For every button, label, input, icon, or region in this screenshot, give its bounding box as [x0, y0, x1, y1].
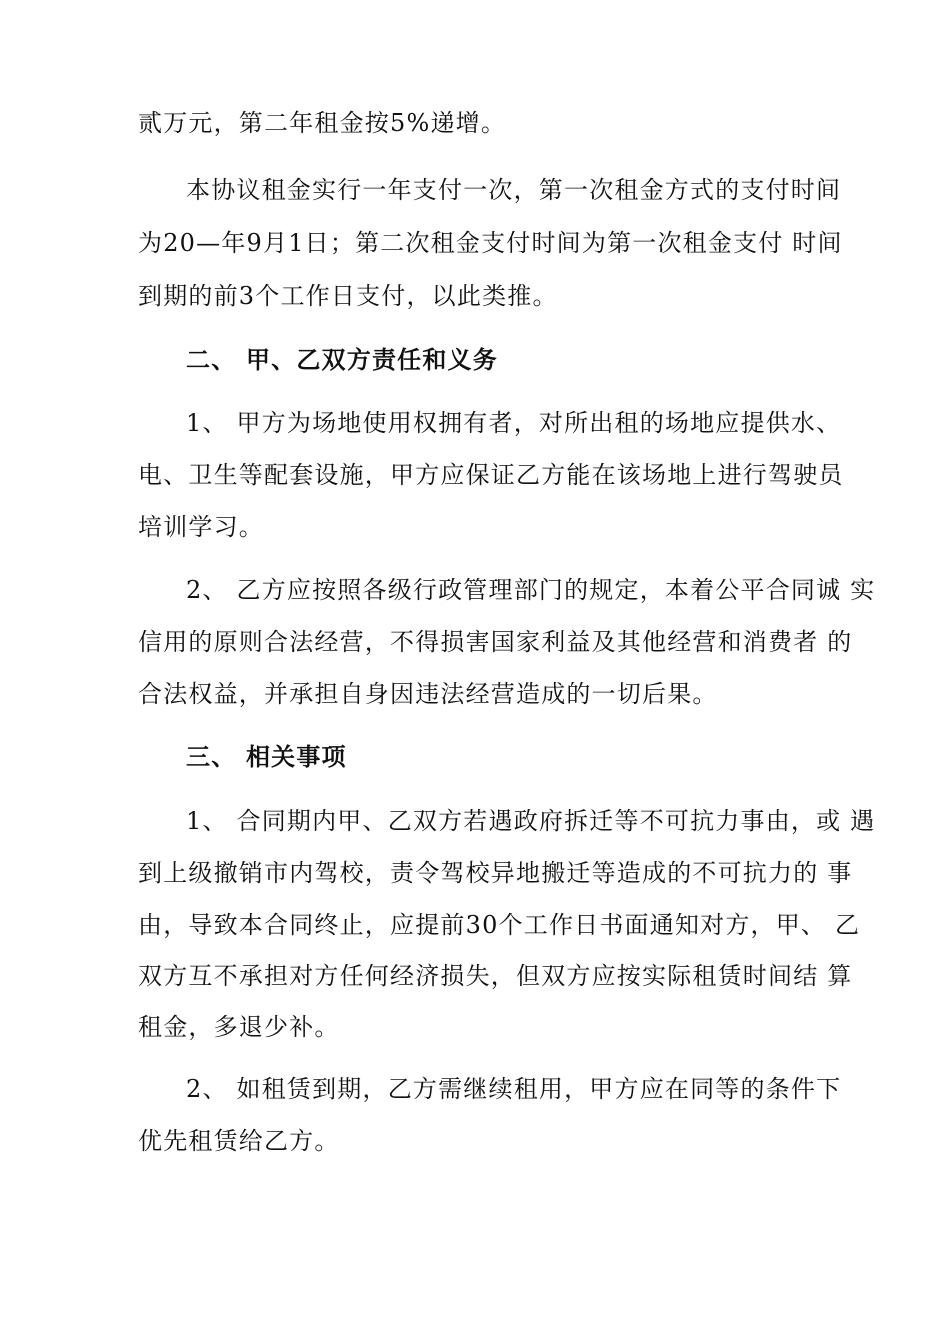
- paragraph-line: 1、 合同期内甲、乙双方若遇政府拆迁等不可抗力事由，或 遇: [186, 807, 876, 835]
- paragraph-line: 1、 甲方为场地使用权拥有者，对所出租的场地应提供水、: [186, 409, 842, 437]
- text-line: 信用的原则合法经营，不得损害国家利益及其他经营和消费者 的: [138, 628, 853, 656]
- text-line: 为20—年9月1日；第二次租金支付时间为第一次租金支付 时间: [138, 229, 843, 257]
- text-line: 到期的前3个工作日支付，以此类推。: [138, 282, 558, 310]
- text-line: 由，导致本合同终止，应提前30个工作日书面通知对方，甲、 乙: [138, 911, 861, 939]
- text-line: 优先租赁给乙方。: [138, 1127, 340, 1155]
- text-line: 合法权益，并承担自身因违法经营造成的一切后果。: [138, 680, 718, 708]
- text-line: 培训学习。: [138, 513, 264, 541]
- paragraph-line: 2、 乙方应按照各级行政管理部门的规定，本着公平合同诚 实: [186, 576, 876, 604]
- section-heading: 三、 相关事项: [186, 742, 347, 771]
- text-line: 贰万元，第二年租金按5%递增。: [138, 109, 507, 137]
- text-line: 电、卫生等配套设施，甲方应保证乙方能在该场地上进行驾驶员: [138, 461, 844, 489]
- paragraph-line: 2、 如租赁到期，乙方需继续租用，甲方应在同等的条件下: [186, 1075, 842, 1103]
- text-line: 到上级撤销市内驾校，责令驾校异地搬迁等造成的不可抗力的 事: [138, 859, 853, 887]
- section-heading: 二、 甲、乙双方责任和义务: [186, 345, 498, 374]
- text-line: 双方互不承担对方任何经济损失，但双方应按实际租赁时间结 算: [138, 962, 853, 990]
- text-line: 租金，多退少补。: [138, 1013, 340, 1041]
- paragraph-line: 本协议租金实行一年支付一次，第一次租金方式的支付时间: [186, 176, 842, 204]
